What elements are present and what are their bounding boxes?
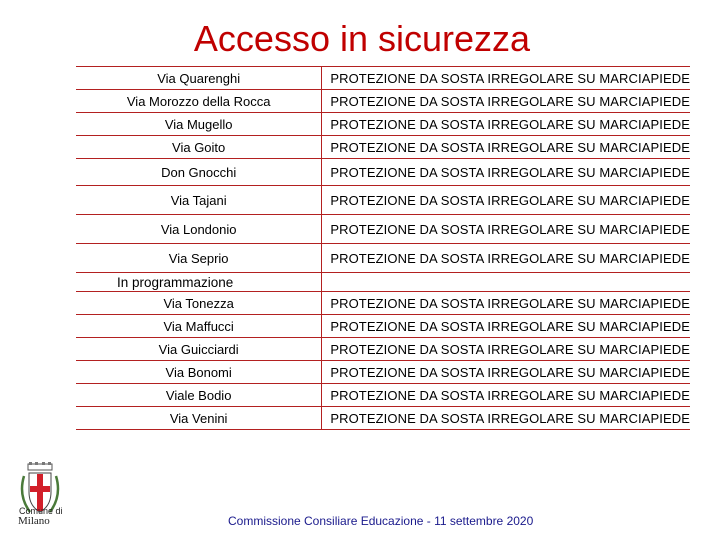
street-cell: Via Quarenghi [76, 67, 322, 90]
description-cell: PROTEZIONE DA SOSTA IRREGOLARE SU MARCIAPIEDE [322, 384, 690, 407]
street-cell: Via Tonezza [76, 292, 322, 315]
street-cell: Via Bonomi [76, 361, 322, 384]
street-cell: Via Goito [76, 136, 322, 159]
table-row [76, 67, 690, 90]
table-row [76, 244, 690, 273]
table-row [76, 113, 690, 136]
description-cell: PROTEZIONE DA SOSTA IRREGOLARE SU MARCIAPIEDE [322, 215, 690, 244]
logo-line1: Comune di [19, 506, 63, 516]
section-label: In programmazione [76, 273, 322, 292]
page-title-text: Accesso in sicurezza [193, 18, 531, 59]
street-cell: Viale Bodio [76, 384, 322, 407]
table-row [76, 215, 690, 244]
street-cell: Via Tajani [76, 186, 322, 215]
footer-text: Commissione Consiliare Educazione - 11 settembre 2020 [228, 514, 534, 528]
street-cell: Via Guicciardi [76, 338, 322, 361]
description-cell: PROTEZIONE DA SOSTA IRREGOLARE SU MARCIAPIEDE [322, 315, 690, 338]
table-row [76, 159, 690, 186]
table-row [76, 384, 690, 407]
description-cell: PROTEZIONE DA SOSTA IRREGOLARE SU MARCIAPIEDE [322, 159, 690, 186]
table-row [76, 407, 690, 430]
logo-line2: Milano [18, 515, 50, 527]
description-cell: PROTEZIONE DA SOSTA IRREGOLARE SU MARCIAPIEDE [322, 361, 690, 384]
table-row [76, 136, 690, 159]
description-cell: PROTEZIONE DA SOSTA IRREGOLARE SU MARCIAPIEDE [322, 407, 690, 430]
table-row [76, 338, 690, 361]
page-title [0, 18, 720, 60]
table-row [76, 315, 690, 338]
table-row [76, 292, 690, 315]
street-cell: Via Maffucci [76, 315, 322, 338]
street-cell: Don Gnocchi [76, 159, 322, 186]
description-cell: PROTEZIONE DA SOSTA IRREGOLARE SU MARCIAPIEDE [322, 244, 690, 273]
street-cell: Via Venini [76, 407, 322, 430]
street-cell: Via Mugello [76, 113, 322, 136]
description-cell: PROTEZIONE DA SOSTA IRREGOLARE SU MARCIAPIEDE [322, 67, 690, 90]
streets-table [76, 66, 690, 430]
table-row [76, 90, 690, 113]
description-cell: PROTEZIONE DA SOSTA IRREGOLARE SU MARCIAPIEDE [322, 90, 690, 113]
table-row [76, 361, 690, 384]
street-cell: Via Morozzo della Rocca [76, 90, 322, 113]
table-row [76, 186, 690, 215]
description-cell: PROTEZIONE DA SOSTA IRREGOLARE SU MARCIAPIEDE [322, 292, 690, 315]
section-empty-cell [322, 273, 690, 292]
street-cell: Via Londonio [76, 215, 322, 244]
street-cell: Via Seprio [76, 244, 322, 273]
section-header-row [76, 273, 690, 292]
description-cell: PROTEZIONE DA SOSTA IRREGOLARE SU MARCIAPIEDE [322, 186, 690, 215]
description-cell: PROTEZIONE DA SOSTA IRREGOLARE SU MARCIAPIEDE [322, 338, 690, 361]
description-cell: PROTEZIONE DA SOSTA IRREGOLARE SU MARCIAPIEDE [322, 136, 690, 159]
description-cell: PROTEZIONE DA SOSTA IRREGOLARE SU MARCIAPIEDE [322, 113, 690, 136]
